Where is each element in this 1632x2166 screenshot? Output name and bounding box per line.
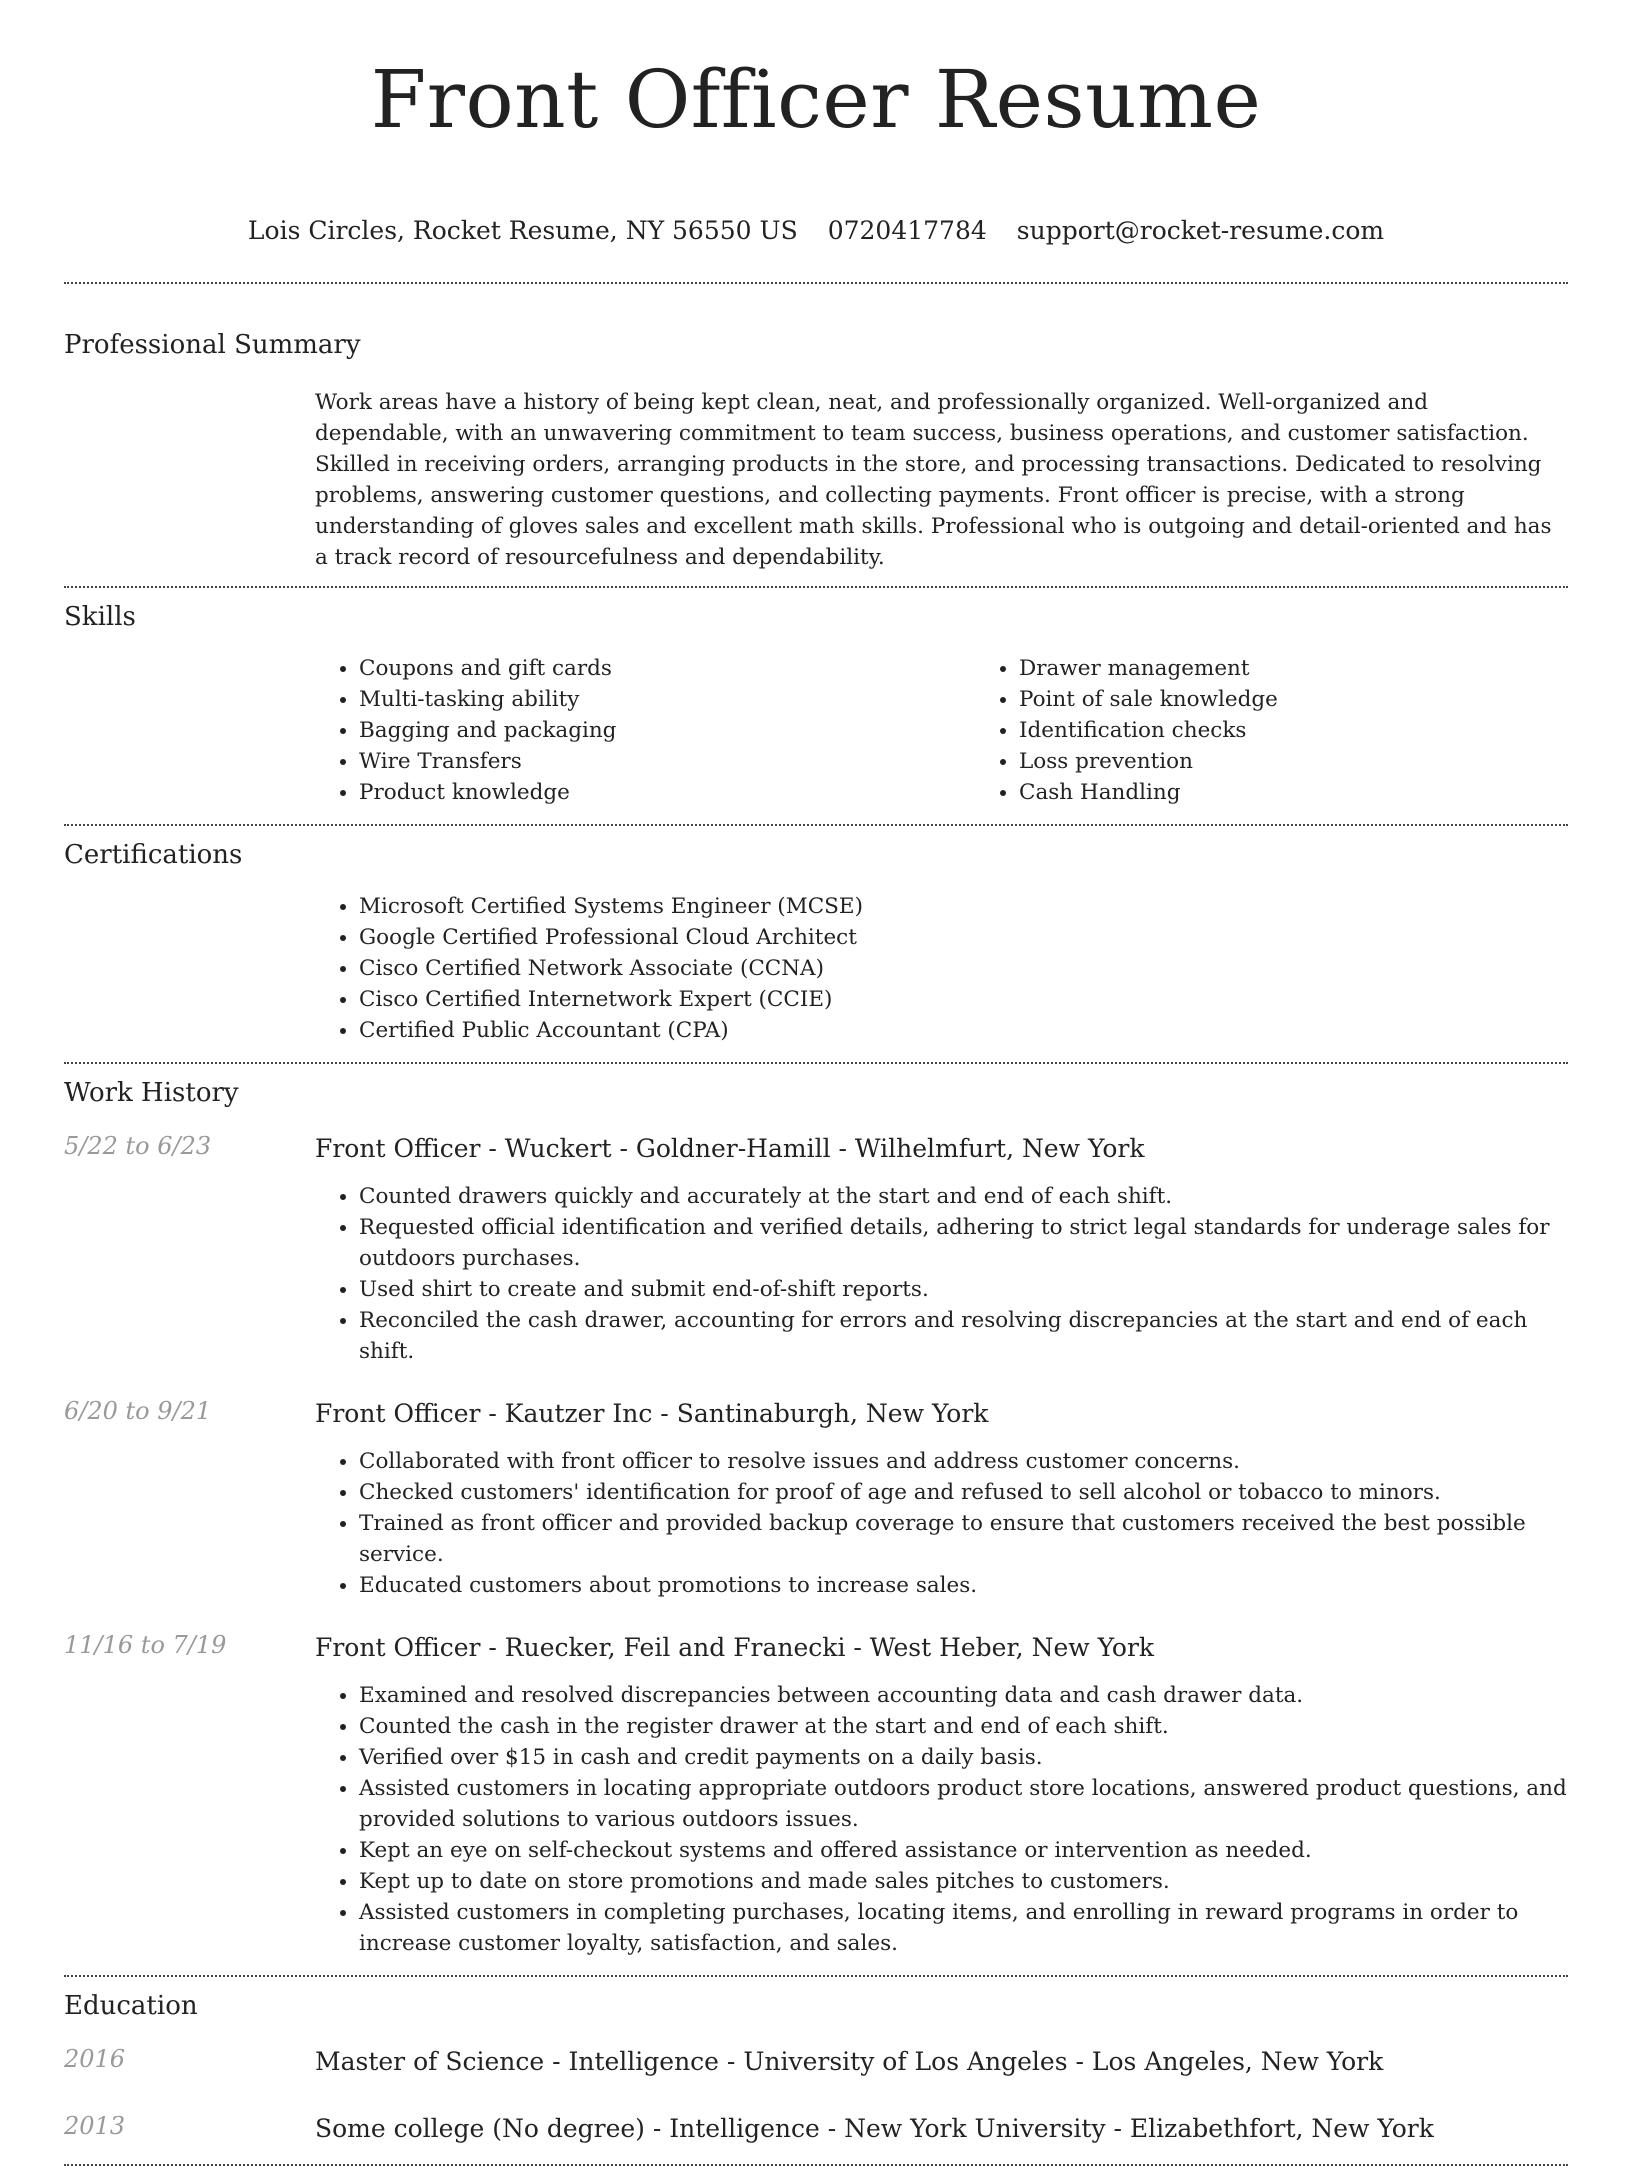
section-work-history bbox=[64, 1076, 1568, 1959]
skills-list-right bbox=[975, 653, 1632, 808]
skill-item: • Coupons and gift cards bbox=[359, 653, 975, 684]
education-year: 2013 bbox=[64, 2112, 126, 2140]
job-title: Front Officer - Wuckert - Goldner-Hamill - Wilhelmfurt, New York bbox=[315, 1134, 1145, 1163]
education-degree: Some college (No degree) - Intelligence - New York University - Elizabethfort, New York bbox=[315, 2114, 1434, 2143]
education-year: 2016 bbox=[64, 2045, 126, 2073]
education-entry bbox=[64, 2045, 1568, 2079]
skill-item: • Identification checks bbox=[1019, 715, 1632, 746]
job-bullet: • Examined and resolved discrepancies between accounting data and cash drawer data. bbox=[359, 1680, 1568, 1711]
job-bullet: • Trained as front officer and provided backup coverage to ensure that customers received the best possible service. bbox=[359, 1508, 1568, 1570]
divider bbox=[64, 1975, 1568, 1977]
divider bbox=[64, 282, 1568, 284]
skill-item: • Multi-tasking ability bbox=[359, 684, 975, 715]
divider bbox=[64, 586, 1568, 588]
job-bullet: • Used shirt to create and submit end-of-shift reports. bbox=[359, 1274, 1568, 1305]
skill-item: • Point of sale knowledge bbox=[1019, 684, 1632, 715]
certifications-list bbox=[315, 891, 1568, 1046]
job-bullet: • Requested official identification and verified details, adhering to strict legal standards for underage sales for outdoors purchases. bbox=[359, 1212, 1568, 1274]
job-bullet: • Counted the cash in the register drawer at the start and end of each shift. bbox=[359, 1711, 1568, 1742]
certification-item: • Microsoft Certified Systems Engineer (MCSE) bbox=[359, 891, 1568, 922]
certification-item: • Cisco Certified Network Associate (CCNA) bbox=[359, 953, 1568, 984]
job-bullet: • Verified over $15 in cash and credit payments on a daily basis. bbox=[359, 1742, 1568, 1773]
job-entry bbox=[64, 1132, 1568, 1367]
resume-title: Front Officer Resume bbox=[370, 53, 1262, 146]
job-bullet: • Counted drawers quickly and accurately at the start and end of each shift. bbox=[359, 1181, 1568, 1212]
contact-line bbox=[64, 214, 1568, 248]
skill-item: • Cash Handling bbox=[1019, 777, 1632, 808]
section-skills bbox=[64, 600, 1568, 808]
contact-phone: 0720417784 bbox=[827, 216, 987, 245]
education-entry bbox=[64, 2112, 1568, 2146]
skill-item: • Wire Transfers bbox=[359, 746, 975, 777]
job-entry bbox=[64, 1631, 1568, 1959]
job-dates: 6/20 to 9/21 bbox=[64, 1397, 212, 1425]
job-dates: 5/22 to 6/23 bbox=[64, 1132, 212, 1160]
section-education bbox=[64, 1989, 1568, 2146]
section-heading-work-history: Work History bbox=[64, 1078, 239, 1108]
job-bullet: • Educated customers about promotions to increase sales. bbox=[359, 1570, 1568, 1601]
education-degree: Master of Science - Intelligence - University of Los Angeles - Los Angeles, New York bbox=[315, 2047, 1384, 2076]
job-bullets bbox=[315, 1181, 1568, 1367]
certification-item: • Google Certified Professional Cloud Architect bbox=[359, 922, 1568, 953]
job-bullet: • Collaborated with front officer to resolve issues and address customer concerns. bbox=[359, 1446, 1568, 1477]
certification-item: • Certified Public Accountant (CPA) bbox=[359, 1015, 1568, 1046]
job-bullet: • Assisted customers in completing purchases, locating items, and enrolling in reward programs in order to increase customer loyalty, satisfaction, and sales. bbox=[359, 1897, 1568, 1959]
skill-item: • Bagging and packaging bbox=[359, 715, 975, 746]
section-heading-skills: Skills bbox=[64, 602, 136, 632]
job-bullet: • Checked customers' identification for proof of age and refused to sell alcohol or tobacco to minors. bbox=[359, 1477, 1568, 1508]
divider bbox=[64, 1062, 1568, 1064]
section-heading-education: Education bbox=[64, 1991, 198, 2021]
contact-email: support@rocket-resume.com bbox=[1016, 216, 1385, 245]
job-bullet: • Reconciled the cash drawer, accounting for errors and resolving discrepancies at the start and end of each shift. bbox=[359, 1305, 1568, 1367]
section-heading-certifications: Certifications bbox=[64, 840, 243, 870]
job-title: Front Officer - Ruecker, Feil and Franecki - West Heber, New York bbox=[315, 1633, 1155, 1662]
skill-item: • Product knowledge bbox=[359, 777, 975, 808]
job-bullets bbox=[315, 1446, 1568, 1601]
divider bbox=[64, 824, 1568, 826]
job-entry bbox=[64, 1397, 1568, 1601]
summary-text: Work areas have a history of being kept clean, neat, and professionally organized. Well-organized and dependable, with an unwavering commitment to team success, business operations, and customer satisfaction. Skilled in receiving orders, arranging products in the store, and processing transactions. Dedicated to resolving problems, answering customer questions, and collecting payments. Front officer is precise, with a strong understanding of gloves sales and excellent math skills. Professional who is outgoing and detail-oriented and has a track record of resourcefulness and dependability. bbox=[315, 390, 1552, 570]
job-bullet: • Assisted customers in locating appropriate outdoors product store locations, answered product questions, and provided solutions to various outdoors issues. bbox=[359, 1773, 1568, 1835]
section-professional-summary bbox=[64, 328, 1568, 573]
job-dates: 11/16 to 7/19 bbox=[64, 1631, 227, 1659]
section-certifications bbox=[64, 838, 1568, 1046]
skills-list-left bbox=[315, 653, 975, 808]
job-bullet: • Kept up to date on store promotions and made sales pitches to customers. bbox=[359, 1866, 1568, 1897]
job-bullets bbox=[315, 1680, 1568, 1959]
job-title: Front Officer - Kautzer Inc - Santinaburgh, New York bbox=[315, 1399, 989, 1428]
certification-item: • Cisco Certified Internetwork Expert (CCIE) bbox=[359, 984, 1568, 1015]
skill-item: • Loss prevention bbox=[1019, 746, 1632, 777]
job-bullet: • Kept an eye on self-checkout systems and offered assistance or intervention as needed. bbox=[359, 1835, 1568, 1866]
contact-address: Lois Circles, Rocket Resume, NY 56550 US bbox=[247, 216, 798, 245]
section-heading-summary: Professional Summary bbox=[64, 330, 361, 360]
skill-item: • Drawer management bbox=[1019, 653, 1632, 684]
